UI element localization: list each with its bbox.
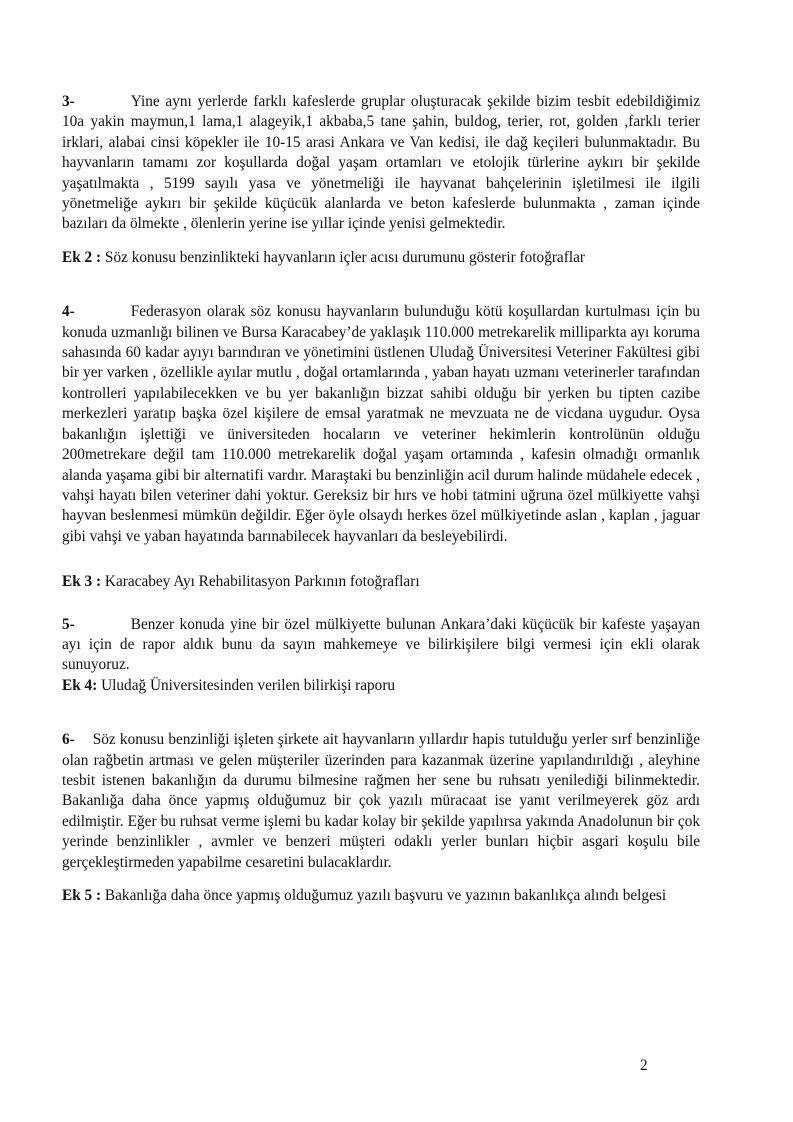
paragraph-text: Federasyon olarak söz konusu hayvanların bulunduğu kötü koşullardan kurtulması için bu konuda uzmanlığı bilinen ve Bursa Karacabey’de yaklaşık 110.000 metrekarelik milliparkta ayı koruma sahasında 60 kadar ayıyı barındıran ve yönetimini üstlenen Uludağ Üniversitesi Veteriner Fakültesi gibi bir yer varken , özellikle ayılar mutlu , doğal ortamlarında , yaban hayatı uzmanı veterinerler tarafından kontrolleri yapılabilecekken ve bu yer bakanlığın bizzat sahibi olduğu bir yerken bu tipten cazibe merkezleri yaratıp başka özel kişilere de emsal yaratmak ne mevzuata ne de vicdana uygudur. Oysa bakanlığın işlettiği ve üniversiteden hocaların ve veteriner hekimlerin kontrolünün olduğu 200metrekare değil tam 110.000 metrekarelik doğal yaşam ortamında , kafesin olmadığı ormanlık alanda yaşama gibi bir alternatifi vardır. Maraştaki bu benzinliğin acil durum halinde müdahele edecek , vahşi hayatı bilen veteriner dahi yoktur. Gereksiz bir hırs ve hobi tatmini uğruna özel mülkiyette vahşi hayvan beslenmesi mümkün değildir. Eğer öyle olsaydı herkes özel mülkiyetinde aslan , kaplan , jaguar gibi vahşi ve yaban hayatında barınabilecek hayvanları da besleyebilirdi.: [62, 303, 700, 545]
document-body: [62, 92, 700, 906]
attachment-text: Bakanlığa daha önce yapmış olduğumuz yazılı başvuru ve yazının bakanlıkça alındı belgesi: [101, 887, 667, 904]
attachment-ek-5: [62, 886, 700, 906]
attachment-label: Ek 2 :: [62, 248, 102, 266]
paragraph-5: [62, 615, 700, 676]
attachment-label: Ek 5 :: [62, 887, 102, 904]
paragraph-6: [62, 730, 700, 873]
attachment-text: Uludağ Üniversitesinden verilen bilirkişi raporu: [97, 676, 396, 694]
paragraph-number: 5-: [62, 615, 75, 633]
paragraph-text: Benzer konuda yine bir özel mülkiyette bulunan Ankara’daki küçücük bir kafeste yaşayan ayı için de rapor aldık bunu da sayın mahkemeye ve bilirkişilere bilgi vermesi için ekli olarak sunuyoruz.: [62, 615, 700, 674]
attachment-text: Söz konusu benzinlikteki hayvanların içler acısı durumunu gösterir fotoğraflar: [101, 248, 585, 266]
paragraph-text: Yine aynı yerlerde farklı kafeslerde gruplar oluşturacak şekilde bizim tesbit edebildiğimiz 10a yakin maymun,1 lama,1 alageyik,1 akbaba,5 tane şahin, buldog, terier, rot, golden ,farklı terier irklari, alabai cinsi köpekler ile 10-15 arasi Ankara ve Van kedisi, ile dağ keçileri bulunmaktadır. Bu hayvanların tamamı zor koşullarda doğal yaşam ortamları ve etolojik türlerine aykırı bir şekilde yaşatılmakta , 5199 sayılı yasa ve yönetmeliği ile hayvanat bahçelerinin işletilmesi ile ilgili yönetmeliğe aykırı bir şekilde küçücük alanlarda ve beton kafeslerde bulunmakta , zaman içinde bazıları da ölmekte , ölenlerin yerine ise yıllar içinde yenisi gelmektedir.: [62, 93, 700, 233]
paragraph-number: 4-: [62, 303, 75, 321]
paragraph-number: 3-: [62, 93, 75, 110]
paragraph-3: [62, 92, 700, 235]
attachment-ek-4: [62, 676, 700, 696]
attachment-text: Karacabey Ayı Rehabilitasyon Parkının fotoğrafları: [101, 573, 420, 591]
attachment-label: Ek 4:: [62, 676, 98, 694]
page-number: 2: [640, 1057, 648, 1074]
paragraph-4: [62, 302, 700, 547]
attachment-ek-2: [62, 248, 700, 268]
paragraph-number: 6-: [62, 731, 75, 749]
paragraph-text: Söz konusu benzinliği işleten şirkete ait hayvanların yıllardır hapis tutulduğu yerler sırf benzinliğe olan rağbetin artması ve gelen müşteriler üzerinden para kazanmak üzerine yapılandırıldığı , aleyhine tesbit istenen bakanlığın da durumu bilmesine rağmen her sene bu ruhsatı yenilediği bilinmektedir. Bakanlığa daha önce yapmış olduğumuz bir çok yazılı müracaat ise yanıt verilmeyerek göz ardı edilmiştir. Eğer bu ruhsat verme işlemi bu kadar kolay bir şekilde yapılırsa yakında Anadolunun bir çok yerinde benzinlikler , avmler ve benzeri müşteri odaklı yerler bunları hiçbir asgari koşulu bile gerçekleştirmeden yapabilme cesaretini bulacaklardır.: [62, 731, 700, 871]
attachment-ek-3: [62, 572, 700, 592]
attachment-label: Ek 3 :: [62, 573, 102, 591]
